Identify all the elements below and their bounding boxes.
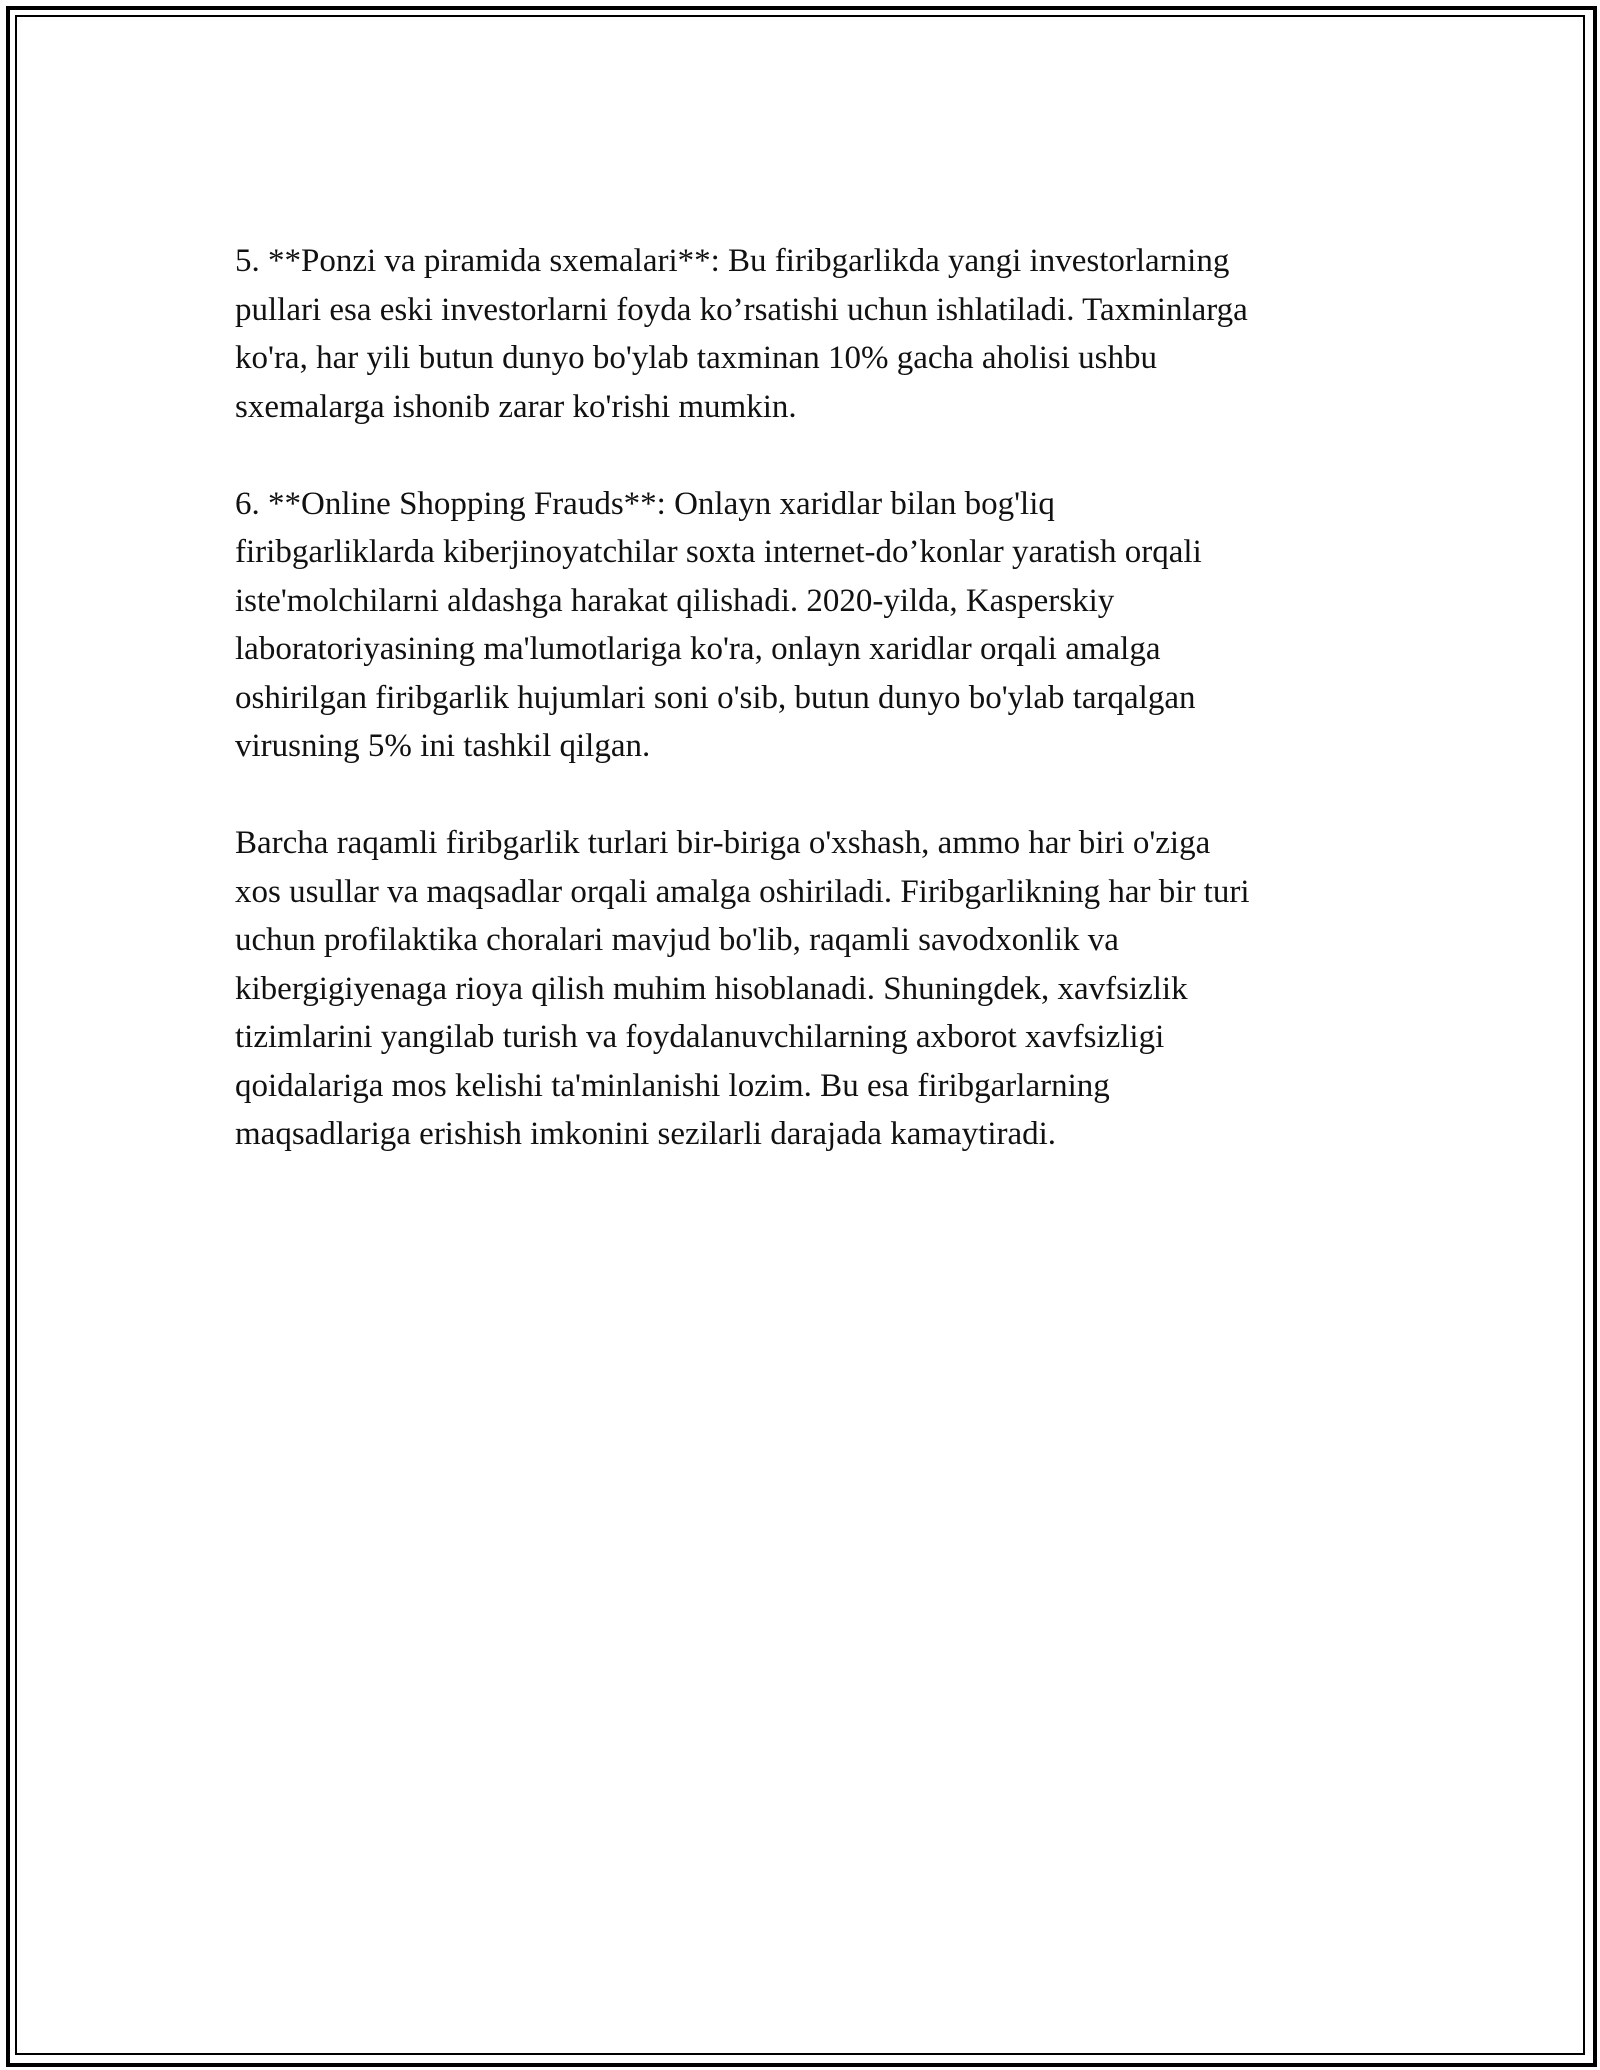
text-line: tizimlarini yangilab turish va foydalanuvchilarning axborot xavfsizligi [235,1019,1165,1055]
text-line: 6. **Online Shopping Frauds**: Onlayn xaridlar bilan bog'liq [235,485,1055,522]
text-line: oshirilgan firibgarlik hujumlari soni o'sib, butun dunyo bo'ylab tarqalgan [235,679,1196,716]
text-line: sxemalarga ishonib zarar ko'rishi mumkin. [235,388,797,425]
text-line: 5. **Ponzi va piramida sxemalari**: Bu firibgarlikda yangi investorlarning [235,243,1230,279]
paragraph-ponzi-schemes [235,237,1385,431]
text-line: pullari esa eski investorlarni foyda ko’rsatishi uchun ishlatiladi. Taxminlarga [235,291,1248,328]
text-line: uchun profilaktika choralari mavjud bo'lib, raqamli savodxonlik va [235,922,1119,958]
text-line: xos usullar va maqsadlar orqali amalga oshiriladi. Firibgarlikning har bir turi [235,873,1250,910]
text-line: firibgarliklarda kiberjinoyatchilar soxta internet-do’konlar yaratish orqali [235,534,1202,570]
text-line: laboratoriyasining ma'lumotlariga ko'ra, onlayn xaridlar orqali amalga [235,631,1161,667]
text-line: maqsadlariga erishish imkonini sezilarli darajada kamaytiradi. [235,1116,1057,1152]
document-body [235,237,1385,1207]
paragraph-conclusion [235,819,1385,1159]
text-line: qoidalariga mos kelishi ta'minlanishi lozim. Bu esa firibgarlarning [235,1067,1110,1104]
text-line: kibergigiyenaga rioya qilish muhim hisoblanadi. Shuningdek, xavfsizlik [235,970,1188,1007]
text-line: Barcha raqamli firibgarlik turlari bir-biriga o'xshash, ammo har biri o'ziga [235,825,1211,861]
text-line: ko'ra, har yili butun dunyo bo'ylab taxminan 10% gacha aholisi ushbu [235,340,1157,376]
paragraph-online-shopping-frauds [235,480,1385,771]
text-line: virusning 5% ini tashkil qilgan. [235,728,651,764]
text-line: iste'molchilarni aldashga harakat qilishadi. 2020-yilda, Kasperskiy [235,582,1115,619]
